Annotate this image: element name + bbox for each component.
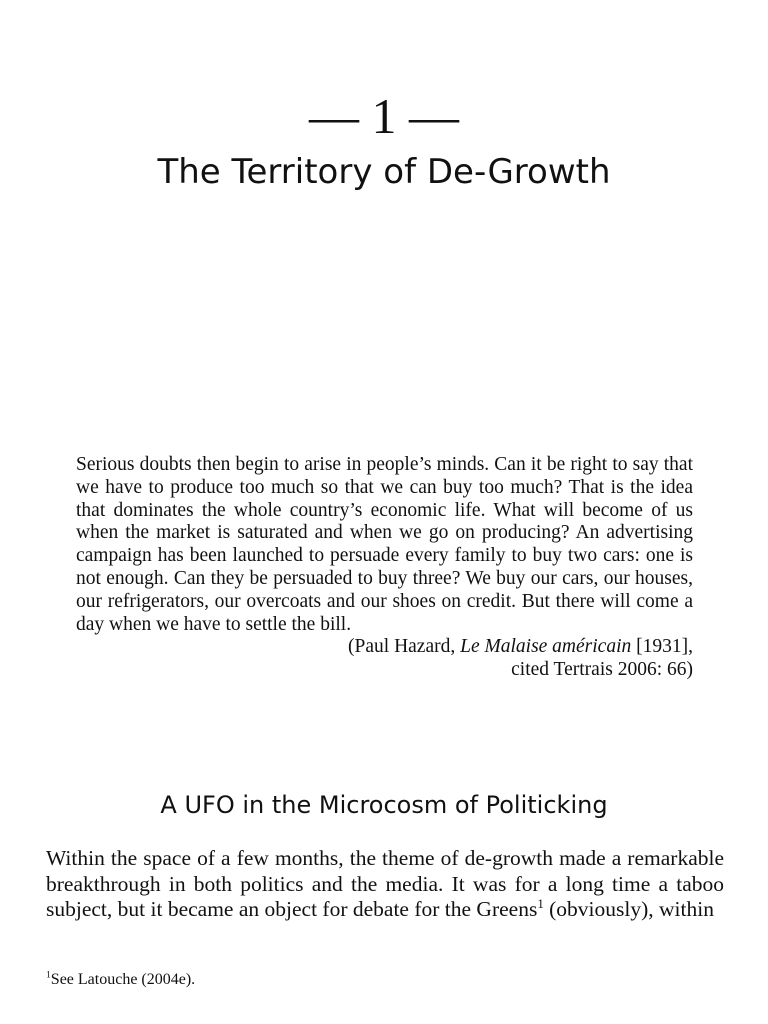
epigraph — [76, 454, 693, 682]
body-text-before-note: Within the space of a few months, the theme of de-growth made a remarkable breakthrough in both politics and the media. It was for a long time a taboo subject, but it became an object for debate for the Greens — [46, 846, 724, 921]
epigraph-text: Serious doubts then begin to arise in people’s minds. Can it be right to say that we have to produce too much so that we can buy too much? That is the idea that dominates the whole country’s economic life. What will become of us when the market is saturated and when we go on producing? An advertising campaign has been launched to persuade every family to buy two cars: one is not enough. Can they be persuaded to buy three? We buy our cars, our houses, our refrigerators, our overcoats and our shoes on credit. But there will come a day when we have to settle the bill. — [76, 454, 693, 635]
footnote-reference[interactable]: 1 — [537, 896, 544, 911]
citation-prefix: (Paul Hazard, — [348, 636, 461, 658]
epigraph-citation — [76, 636, 693, 682]
body-paragraph — [46, 846, 724, 923]
section-heading: A UFO in the Microcosm of Politicking — [160, 791, 608, 819]
citation-line-2: cited Tertrais 2006: 66) — [511, 659, 693, 681]
footnote — [46, 970, 724, 990]
footnote-text: See Latouche (2004e). — [50, 971, 196, 988]
footnote-marker: 1 — [46, 969, 51, 981]
citation-suffix: [1931], — [631, 636, 693, 658]
chapter-title: The Territory of De-Growth — [157, 152, 611, 192]
citation-title: Le Malaise américain — [460, 636, 632, 658]
body-text-after-note: (obviously), within — [543, 897, 714, 921]
chapter-number: — 1 — — [309, 88, 459, 144]
